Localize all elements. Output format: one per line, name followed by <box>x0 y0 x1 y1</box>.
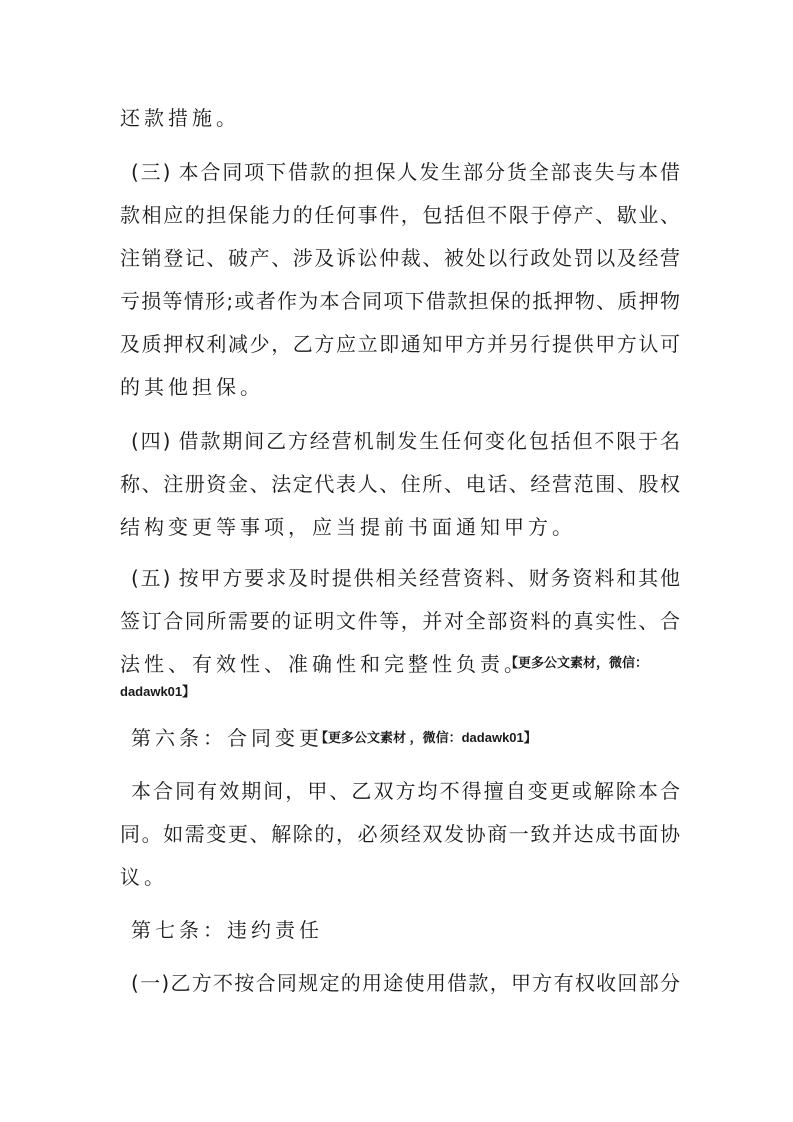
paragraph-line: 的其他担保。 <box>120 375 264 399</box>
section-heading-7: 第七条：违约责任 <box>131 918 323 942</box>
paragraph-line: 同。如需变更、解除的，必须经双发协商一致并达成书面协 <box>120 822 680 846</box>
paragraph-line: 结构变更等事项，应当提前书面通知甲方。 <box>120 515 576 539</box>
paragraph-line: 还款措施。 <box>120 106 240 130</box>
paragraph-line: 注销登记、破产、涉及诉讼仲裁、被处以行政处罚以及经营 <box>120 246 680 270</box>
paragraph-line: (三) 本合同项下借款的担保人发生部分货全部丧失与本借 <box>131 160 680 184</box>
section-heading-6: 第六条：合同变更 <box>131 726 323 750</box>
paragraph-line: 签订合同所需要的证明文件等，并对全部资料的真实性、合 <box>120 609 680 633</box>
paragraph-line: 及质押权利减少，乙方应立即通知甲方并另行提供甲方认可 <box>120 332 680 356</box>
promo-note-heading: 【更多公文素材 ，微信：dadawk01】 <box>315 730 537 745</box>
paragraph-line <box>120 650 528 678</box>
paragraph-line: 本合同有效期间，甲、乙双方均不得擅自变更或解除本合 <box>131 779 680 803</box>
paragraph-line: (一)乙方不按合同规定的用途使用借款，甲方有权收回部分 <box>131 971 680 995</box>
paragraph-line: 亏损等情形;或者作为本合同项下借款担保的抵押物、质押物 <box>120 289 680 313</box>
paragraph-text: 法性、有效性、准确性和完整性负责。 <box>120 652 528 676</box>
paragraph-line: 款相应的担保能力的任何事件，包括但不限于停产、歇业、 <box>120 203 680 227</box>
paragraph-line: 称、注册资金、法定代表人、住所、电话、经营范围、股权 <box>120 472 680 496</box>
promo-note: 【更多公文素材，微信： <box>505 655 649 670</box>
promo-note-continued: dadawk01】 <box>120 684 196 699</box>
paragraph-line: (四) 借款期间乙方经营机制发生任何变化包括但不限于名 <box>131 429 680 453</box>
paragraph-line: 议。 <box>120 865 168 889</box>
paragraph-line: (五) 按甲方要求及时提供相关经营资料、财务资料和其他 <box>131 566 680 590</box>
